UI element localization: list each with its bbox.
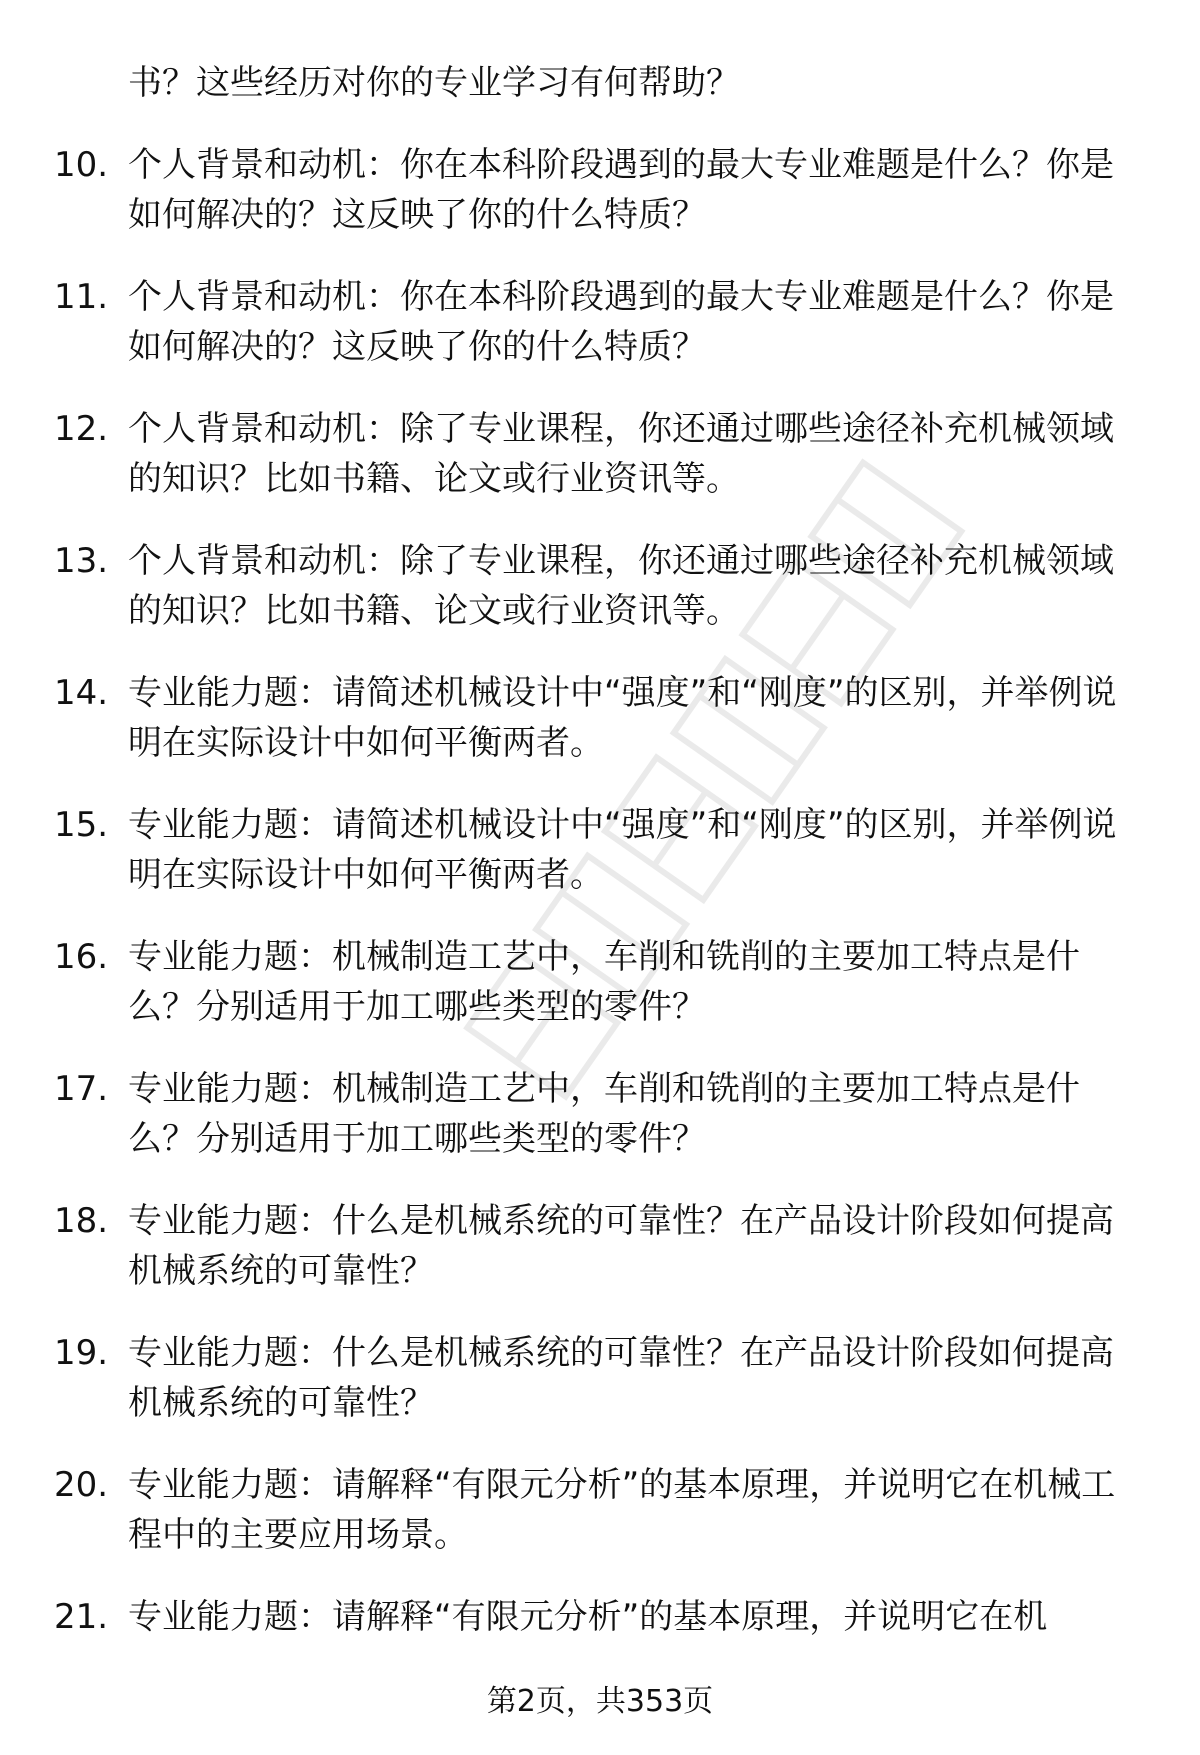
question-number: 20. [54,1465,109,1505]
question-text: 专业能力题：机械制造工艺中，车削和铣削的主要加工特点是什么？分别适用于加工哪些类型的零件？ [128,937,1080,1027]
question-number: 17. [54,1069,109,1109]
question-text: 个人背景和动机：除了专业课程，你还通过哪些途径补充机械领域的知识？比如书籍、论文或行业资讯等。 [128,409,1114,499]
question-text: 专业能力题：什么是机械系统的可靠性？在产品设计阶段如何提高机械系统的可靠性？ [128,1201,1114,1291]
question-text: 专业能力题：请解释“有限元分析”的基本原理，并说明它在机械工程中的主要应用场景。 [128,1465,1116,1555]
question-number: 19. [54,1333,109,1373]
question-list [0,140,1200,1724]
question-text: 个人背景和动机：你在本科阶段遇到的最大专业难题是什么？你是如何解决的？这反映了你的什么特质？ [128,145,1114,235]
question-number: 21. [54,1597,109,1637]
list-item [0,932,1200,1064]
question-number: 16. [54,937,109,977]
list-item [0,536,1200,668]
question-number: 12. [54,409,109,449]
page-footer: 第2页，共353页 [486,1684,714,1719]
question-number: 11. [54,277,109,317]
question-text: 专业能力题：机械制造工艺中，车削和铣削的主要加工特点是什么？分别适用于加工哪些类型的零件？ [128,1069,1080,1159]
list-item [0,140,1200,272]
list-item [0,1196,1200,1328]
question-text: 个人背景和动机：你在本科阶段遇到的最大专业难题是什么？你是如何解决的？这反映了你的什么特质？ [128,277,1114,367]
list-item [0,272,1200,404]
list-item [0,668,1200,800]
continuation-text: 书？这些经历对你的专业学习有何帮助？ [128,63,740,103]
question-text: 专业能力题：请解释“有限元分析”的基本原理，并说明它在机 [128,1597,1048,1637]
list-item [0,800,1200,932]
question-number: 18. [54,1201,109,1241]
question-text: 专业能力题：什么是机械系统的可靠性？在产品设计阶段如何提高机械系统的可靠性？ [128,1333,1114,1423]
question-number: 10. [54,145,109,185]
list-item [0,404,1200,536]
question-number: 14. [54,673,109,713]
list-item [0,1064,1200,1196]
question-number: 15. [54,805,109,845]
question-text: 专业能力题：请简述机械设计中“强度”和“刚度”的区别，并举例说明在实际设计中如何平衡两者。 [128,805,1117,895]
question-text: 专业能力题：请简述机械设计中“强度”和“刚度”的区别，并举例说明在实际设计中如何平衡两者。 [128,673,1117,763]
question-text: 个人背景和动机：除了专业课程，你还通过哪些途径补充机械领域的知识？比如书籍、论文或行业资讯等。 [128,541,1114,631]
list-item [0,1328,1200,1460]
question-number: 13. [54,541,109,581]
list-item [0,1460,1200,1592]
